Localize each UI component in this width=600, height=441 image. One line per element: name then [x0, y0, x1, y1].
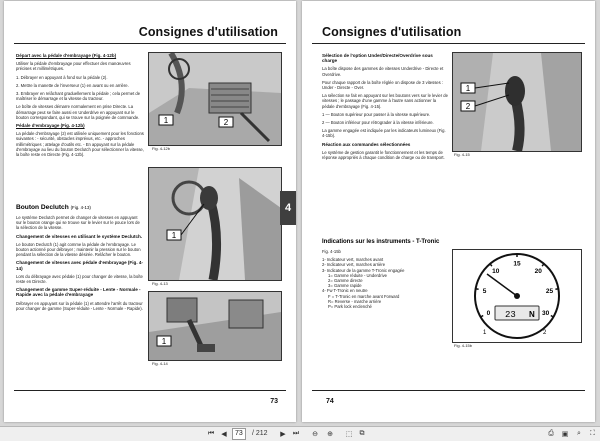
page-total-label: / 212 — [252, 430, 268, 437]
list-item: F = T-Tronic en marche avant Forward — [328, 293, 400, 299]
document-page-left — [4, 1, 296, 422]
section-heading-large: Bouton Declutch (Fig. 4-13) — [16, 204, 91, 211]
gauge-tick-label: 30 — [541, 310, 550, 317]
header-divider — [312, 43, 585, 44]
paragraph: Pour chaque rapport de la boîte réglée on dispose de 3 vitesses : Under - Directe - Over. — [322, 79, 444, 91]
list-item: 3= Gamme rapide — [328, 283, 362, 289]
figure-gear-lever — [148, 167, 282, 281]
footer-divider — [14, 390, 286, 391]
svg-text:1: 1 — [465, 84, 471, 93]
left-column-bottom — [16, 204, 144, 314]
paragraph: 1. Débrayer en appuyant à fond sur la pédale (2). — [16, 74, 108, 80]
gauge-tick-label: 25 — [545, 287, 554, 295]
svg-text:1: 1 — [483, 330, 487, 336]
chapter-tab-marker: 4 — [280, 191, 296, 225]
next-page-icon[interactable]: ▶ — [280, 430, 286, 438]
footer-divider — [312, 390, 585, 391]
figure-clutch-pedal — [148, 291, 282, 361]
paragraph: La pédale d'embrayage (2) est utilisée uniquement pour les fonctions suivantes : - sécurité, obstacles imprévus, etc. - approches millimétriques ; attelage d'outils etc. - En appuyant sur la pédale d'embrayage au lieu du bouton Declutch pour sélectionner la vitesse, la boîte reste en Directe (Fig. 4-12b). — [16, 131, 144, 158]
figure-speed-gauge — [452, 249, 582, 343]
page-number: 73 — [270, 398, 278, 405]
paragraph: La gamme engagée est indiquée par les indicateurs lumineux (Fig. 4-15b). — [322, 128, 446, 139]
list-item: 2- Indicateur vert, marches arrière — [322, 262, 386, 268]
list-item: R= Reverse - marche arrière — [328, 298, 382, 304]
gauge-tick-label: 15 — [513, 260, 521, 268]
paragraph: Le système de gestion garantit le fonctionnement et les temps de réponse appropriés à chaque condition de charge ou de transport. — [322, 149, 445, 161]
section-heading-large: Indications sur les instruments - T-Tronic — [322, 239, 440, 245]
paragraph: Lors du débrayage avec pédale (1) pour changer de vitesse, la boîte reste en Directe. — [16, 273, 143, 285]
list-item: Fig. 4-15b — [322, 249, 341, 254]
gauge-tick-mark — [555, 289, 558, 290]
svg-text:2: 2 — [543, 330, 547, 336]
right-column-bottom — [322, 239, 440, 309]
paragraph: Le boîte de vitesses démarre normalement en prise Directe. La démarrage peut se faire aussi en Underdrive en appuyant sur le bouton correspondant, qui se trouve sur la poignée de commande. — [16, 104, 140, 120]
paragraph: 3. Embrayer en relâchant graduellement la pédale ; cela permet de maîtriser le démarrage et la vitesse du tracteur. — [16, 91, 141, 102]
svg-text:1: 1 — [161, 337, 167, 346]
gauge-tick-label: 10 — [492, 268, 500, 276]
figure-caption: Fig. 4-15 — [454, 152, 470, 157]
paragraph: Le bouton Declutch (1) agit comme la pédale de l'embrayage. Le bouton actionné pour débrayer ; maintenir la pression sur le bouton pendant la sélection de la vitesse désirée. Relâcher le bouton. — [16, 241, 141, 258]
page-header-title: Consignes d'utilisation — [138, 25, 278, 39]
svg-text:2: 2 — [465, 102, 471, 111]
list-item: 1= Gamme réduite - Underdrive — [328, 272, 387, 278]
svg-text:1: 1 — [163, 116, 169, 125]
gauge-tick-mark — [476, 289, 479, 290]
section-heading: Pédale d'embrayage (Fig. 4-12b) — [16, 123, 85, 129]
figure-caption: Fig. 4-12b — [152, 146, 171, 151]
fullscreen-icon[interactable]: ⛶ — [590, 429, 595, 437]
fit-page-icon[interactable]: ⬚ — [345, 430, 353, 438]
paragraph: La boîte dispose des gammes de vitesses Underdrive - Directe et Overdrive. — [322, 66, 444, 77]
page-header-title: Consignes d'utilisation — [322, 25, 462, 39]
list-item: 2= Gamme directe — [328, 278, 363, 284]
list-item: 1- Indicateur vert, marches avant — [322, 257, 384, 263]
section-heading: Changement de gamme Super-réduite - Lente - Normale - Rapide avec la pédale d'embrayage — [16, 287, 141, 298]
header-divider — [14, 43, 286, 44]
section-heading: Changement de vitesses en utilisant le système Declutch. — [16, 233, 143, 239]
search-icon[interactable]: ⌕ — [577, 429, 581, 437]
list-item: P= Park lock enclenché — [328, 304, 372, 310]
last-page-icon[interactable]: ⏭ — [292, 429, 300, 437]
paragraph: La sélection se fait en appuyant sur les boutons vers sur le levier de vitesses ; le passage d'une gamme à l'autre sans actionner la pédale d'embrayage (Fig. 4-15). — [322, 93, 448, 109]
figure-shift-buttons — [452, 52, 582, 152]
zoom-in-icon[interactable]: ⊕ — [327, 430, 333, 438]
section-heading: Départ avec la pédale d'embrayage (Fig. 4-12b) — [16, 53, 117, 58]
save-icon[interactable]: ▣ — [561, 430, 569, 438]
paragraph: 2 — Bouton inférieur pour rétrograder à la vitesse inférieure. — [322, 120, 434, 126]
section-heading: Changement de vitesses avec pédale d'embrayage (Fig. 4-14) — [16, 260, 143, 271]
paragraph: 2. Mettre la manette de l'inverseur (1) en avant ou en arrière. — [16, 82, 129, 88]
left-column-top — [16, 53, 144, 160]
figure-caption: Fig. 4-14 — [152, 361, 168, 366]
gauge-readout: 23 — [505, 310, 516, 320]
paragraph: Le système Declutch permet de changer de vitesses en appuyant sur le bouton orange qui se trouve sur le levier sur le pouce lors de la sélection de la vitesse. — [16, 215, 140, 231]
section-heading: Sélection de l'option Under/Directe/Overdrive sous charge — [322, 53, 433, 64]
document-page-right — [302, 1, 595, 422]
figure-caption: Fig. 4-15b — [454, 343, 473, 348]
figure-caption: Fig. 4-13 — [152, 281, 168, 286]
list-item: 3- Indicateur de la gamme T-Tronic engagée — [322, 267, 405, 273]
paragraph: Débrayer en appuyant sur la pédale (1) et attendre l'arrêt du tracteur pour changer de gamme (Super-réduite - Lente - Normale - Rapide). — [16, 300, 143, 311]
zoom-out-icon[interactable]: ⊖ — [312, 430, 318, 438]
paragraph: Utiliser la pédale d'embrayage pour effectuer des manœuvres précises et millimétriques. — [16, 61, 131, 72]
figure-cab-controls — [148, 52, 282, 146]
paragraph: 1 — Bouton supérieur pour passer à la vitesse supérieure. — [322, 111, 431, 117]
gauge-mode-indicator: N — [529, 310, 535, 319]
two-page-view-icon[interactable]: ⧉ — [359, 429, 365, 437]
pdf-viewer-toolbar — [0, 426, 600, 441]
print-icon[interactable]: ⎙ — [548, 429, 554, 437]
gauge-tick-label: 0 — [486, 310, 491, 317]
right-column-top — [322, 53, 448, 163]
gauge-tick-label: 5 — [482, 287, 487, 295]
page-number: 74 — [326, 398, 334, 405]
first-page-icon[interactable]: ⏮ — [207, 429, 215, 437]
previous-page-icon[interactable]: ◀ — [221, 430, 227, 438]
list-item: 4- Fw T-Tronic en neutre — [322, 288, 368, 294]
page-number-field[interactable] — [232, 428, 246, 439]
section-heading: Réaction aux commandes sélectionnées — [322, 141, 411, 147]
svg-text:1: 1 — [171, 231, 177, 240]
page-number-input[interactable]: 73 — [232, 428, 246, 440]
gauge-tick-label: 20 — [534, 268, 542, 276]
svg-text:2: 2 — [223, 118, 229, 127]
